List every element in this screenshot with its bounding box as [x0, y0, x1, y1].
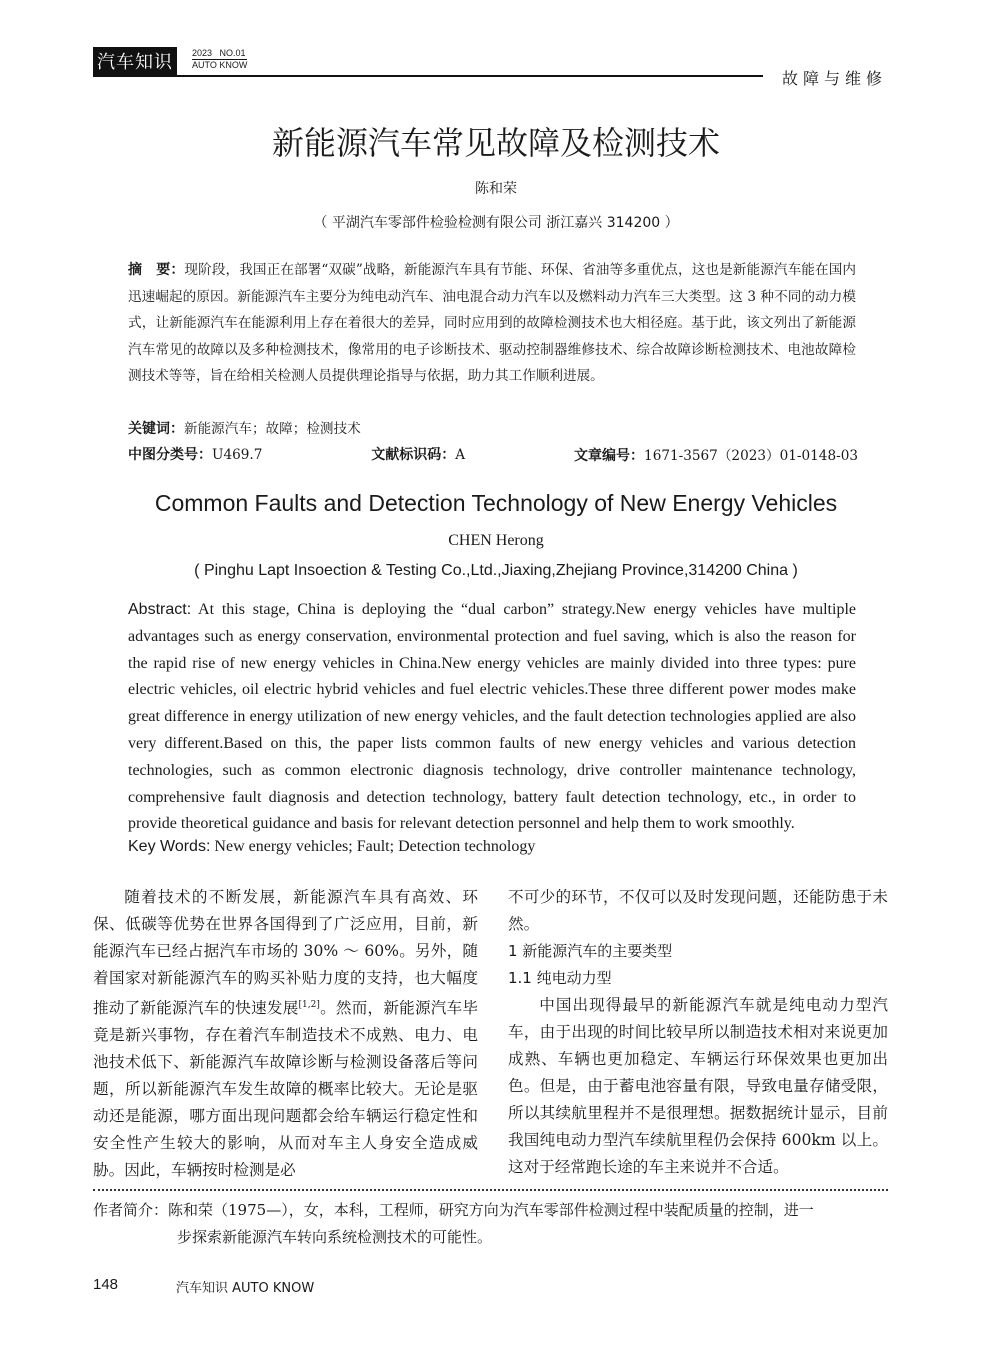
section-name: 故障与维修	[782, 69, 888, 88]
body-paragraph: 不可少的环节，不仅可以及时发现问题，还能防患于未然。	[508, 888, 888, 933]
keywords-cn-text: 新能源汽车；故障；检测技术	[184, 421, 361, 437]
value: U469.7	[212, 447, 263, 463]
body-column-left	[93, 884, 478, 1184]
keywords-cn-label: 关键词：	[128, 421, 184, 437]
page-number: 148	[93, 1276, 119, 1293]
header-rule	[93, 75, 763, 77]
issue-number: 2023 NO.01	[192, 48, 246, 58]
document-code	[371, 444, 465, 465]
article-number	[574, 444, 858, 465]
bio-label: 作者简介：	[93, 1201, 169, 1219]
text: 随着技术的不断发展，新能源汽车具有高效、环保、低碳等优势在世界各国得到了广泛应用，目前，新能源汽车已经占据汽车市场的 30% ～ 60%。另外，随着国家对新能源汽车的购买补贴力度的支持，也大幅度推动了新能源汽车的快速发展	[93, 888, 478, 1018]
author-en: CHEN Herong	[448, 532, 544, 549]
value: 1671-3567（2023）01-0148-03	[644, 448, 858, 464]
abstract-cn-text: 现阶段，我国正在部署“双碳”战略，新能源汽车具有节能、环保、省油等多重优点，这也是新能源汽车能在国内迅速崛起的原因。新能源汽车主要分为纯电动汽车、油电混合动力汽车以及燃料动力汽车三大类型。这 3 种不同的动力模式，让新能源汽车在能源利用上存在着很大的差异，同时应用到的故障检测技术也大相径庭。基于此，该文列出了新能源汽车常见的故障以及多种检测技术，像常用的电子诊断技术、驱动控制器维修技术、综合故障诊断检测技术、电池故障检测技术等等，旨在给相关检测人员提供理论指导与依据，助力其工作顺利进展。	[128, 262, 856, 384]
issue-info	[192, 48, 247, 71]
abstract-en	[128, 597, 856, 838]
text: 。然而，新能源汽车毕竟是新兴事物，存在着汽车制造技术不成熟、电力、电池技术低下、新能源汽车故障诊断与检测设备落后等问题，所以新能源汽车发生故障的概率比较大。无论是驱动还是能源，哪方面出现问题都会给车辆运行稳定性和安全性产生较大的影响，从而对车主人身安全造成威胁。因此，车辆按时检测是必	[93, 999, 478, 1180]
keywords-en-text: New energy vehicles; Fault; Detection technology	[214, 838, 536, 855]
author-bio	[93, 1197, 888, 1251]
keywords-en-label: Key Words:	[128, 838, 211, 855]
title-en: Common Faults and Detection Technology of New Energy Vehicles	[154, 490, 838, 516]
abstract-cn	[128, 257, 856, 390]
classification-row	[128, 444, 858, 465]
journal-logo: 汽车知识	[93, 47, 177, 75]
heading-1: 1 新能源汽车的主要类型	[508, 942, 673, 960]
body-paragraph	[93, 884, 478, 1184]
label: 文献标识码：	[371, 447, 456, 463]
body-paragraph: 中国出现得最早的新能源汽车就是纯电动力型汽车，由于出现的时间比较早所以制造技术相对来说更加成熟、车辆也更加稳定、车辆运行环保效果也更加出色。但是，由于蓄电池容量有限，导致电量存储受限，所以其续航里程并不是很理想。据数据统计显示，目前我国纯电动力型汽车续航里程仍会保持 600km 以上。这对于经常跑长途的车主来说并不合适。	[508, 996, 888, 1176]
journal-en: AUTO KNOW	[192, 60, 248, 70]
bio-text: 陈和荣（1975—），女，本科，工程师，研究方向为汽车零部件检测过程中装配质量的控制，进一	[168, 1201, 814, 1219]
label: 文章编号：	[574, 448, 645, 464]
keywords-en	[128, 838, 535, 856]
abstract-cn-label: 摘 要：	[128, 262, 185, 278]
value: A	[455, 447, 466, 463]
affiliation-en: ( Pinghu Lapt Insoection & Testing Co.,Ltd.,Jiaxing,Zhejiang Province,314200 China )	[194, 562, 798, 579]
affiliation: （ 平湖汽车零部件检验检测有限公司 浙江嘉兴 314200 ）	[313, 215, 679, 231]
keywords-cn	[128, 417, 361, 438]
citation: [1,2]	[298, 1000, 320, 1010]
footer-journal: 汽车知识 AUTO KNOW	[176, 1281, 315, 1296]
label: 中图分类号：	[128, 447, 212, 463]
footnote-divider	[93, 1189, 888, 1191]
author: 陈和荣	[475, 181, 517, 197]
body-column-right	[508, 884, 888, 1181]
bio-text-cont: 步探索新能源汽车转向系统检测技术的可能性。	[177, 1228, 493, 1246]
article-title: 新能源汽车常见故障及检测技术	[271, 124, 720, 162]
abstract-en-label: Abstract:	[128, 601, 192, 618]
abstract-en-text: At this stage, China is deploying the “dual carbon” strategy.New energy vehicles have multiple advantages such as energy conservation, environmental protection and fuel saving, which is also the reason for the rapid rise of new energy vehicles in China.New energy vehicles are mainly divided into three types: pure electric vehicles, oil electric hybrid vehicles and fuel electric vehicles.These three different power modes make great difference in energy utilization of new energy vehicles, and the fault detection technologies applied are also very different.Based on this, the paper lists common faults of new energy vehicles and various detection technologies, such as common electronic diagnosis technology, drive controller maintenance technology, comprehensive fault diagnosis and detection technology, battery fault detection technology, etc., in order to provide theoretical guidance and basis for relevant detection personnel and help them to work smoothly.	[128, 601, 856, 833]
clc-number	[128, 444, 262, 465]
heading-1-1: 1.1 纯电动力型	[508, 969, 612, 987]
